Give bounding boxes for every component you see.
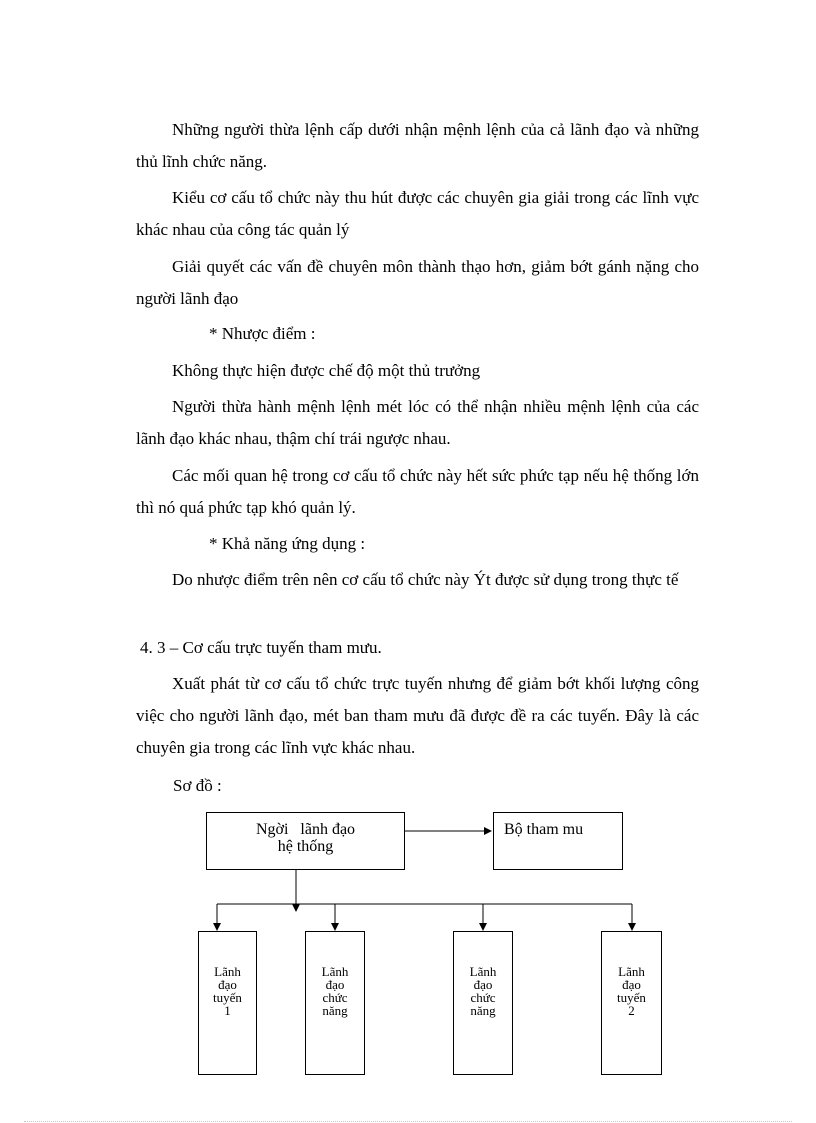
diagram-caption: Sơ đồ : xyxy=(173,776,222,795)
paragraph-2: Kiểu cơ cấu tổ chức này thu hút được các chuyên gia giải trong các lĩnh vực khác nhau của công tác quản lý xyxy=(136,188,699,239)
box-line-leader-1 xyxy=(198,931,257,1075)
box-functional-leader-1-text-1: Lãnh xyxy=(321,964,349,979)
box-functional-leader-2 xyxy=(453,931,513,1075)
box-functional-leader-2-text-1: Lãnh xyxy=(469,964,497,979)
paragraph-6: Các mối quan hệ trong cơ cấu tổ chức này hết sức phức tạp nếu hệ thống lớn thì nó quá phức tạp khó quản lý. xyxy=(136,466,699,517)
box-functional-leader-2-text-2: đạo xyxy=(473,977,493,992)
heading-applicability: * Khả năng ứng dụng : xyxy=(209,534,366,553)
box-functional-leader-2-text-3: chức xyxy=(470,990,496,1005)
box-line-leader-2-text-3: tuyến xyxy=(617,990,646,1005)
box-system-leader-line1: Ngời lãnh đạo xyxy=(255,821,356,838)
box-line-leader-2-text-2: đạo xyxy=(622,977,641,992)
paragraph-3: Giải quyết các vấn đề chuyên môn thành thạo hơn, giảm bớt gánh nặng cho người lãnh đạo xyxy=(136,257,699,308)
box-system-leader-line2: hệ thống xyxy=(277,838,334,855)
section-heading: 4. 3 – Cơ cấu trực tuyến tham mưu. xyxy=(140,638,382,657)
paragraph-7: Do nhược điểm trên nên cơ cấu tổ chức này Ýt được sử dụng trong thực tế xyxy=(172,570,679,589)
box-functional-leader-1-text-2: đạo xyxy=(325,977,345,992)
box-functional-leader-1-text-4: năng xyxy=(322,1003,348,1018)
box-staff-label: Bộ tham mu xyxy=(504,821,584,838)
box-functional-leader-1 xyxy=(305,931,365,1075)
box-line-leader-1-text-1: Lãnh xyxy=(214,964,241,979)
box-line-leader-1-text-2: đạo xyxy=(218,977,237,992)
paragraph-8: Xuất phát từ cơ cấu tổ chức trực tuyến nhưng để giảm bớt khối lượng công việc cho người lãnh đạo, mét ban tham mưu đã được đề ra các tuyến. Đây là các chuyên gia trong các lĩnh vực khác nhau. xyxy=(136,674,699,757)
box-system-leader xyxy=(206,812,405,870)
box-line-leader-2-text-1: Lãnh xyxy=(618,964,645,979)
box-line-leader-2 xyxy=(601,931,662,1075)
box-functional-leader-2-text-4: năng xyxy=(470,1003,496,1018)
paragraph-4: Không thực hiện được chế độ một thủ trưởng xyxy=(172,361,481,380)
box-line-leader-1-text-3: tuyến xyxy=(213,990,242,1005)
page-bottom-border xyxy=(24,1121,792,1122)
box-functional-leader-1-text-3: chức xyxy=(322,990,348,1005)
box-line-leader-2-text-4: 2 xyxy=(628,1003,635,1018)
paragraph-5: Người thừa hành mệnh lệnh mét lóc có thể nhận nhiều mệnh lệnh của các lãnh đạo khác nhau, thậm chí trái ngược nhau. xyxy=(136,397,699,448)
paragraph-1: Những người thừa lệnh cấp dưới nhận mệnh lệnh của cả lãnh đạo và những thủ lĩnh chức năng. xyxy=(136,120,699,171)
box-staff xyxy=(493,812,623,870)
heading-disadvantages: * Nhược điểm : xyxy=(209,324,316,343)
box-line-leader-1-text-4: 1 xyxy=(224,1003,231,1018)
